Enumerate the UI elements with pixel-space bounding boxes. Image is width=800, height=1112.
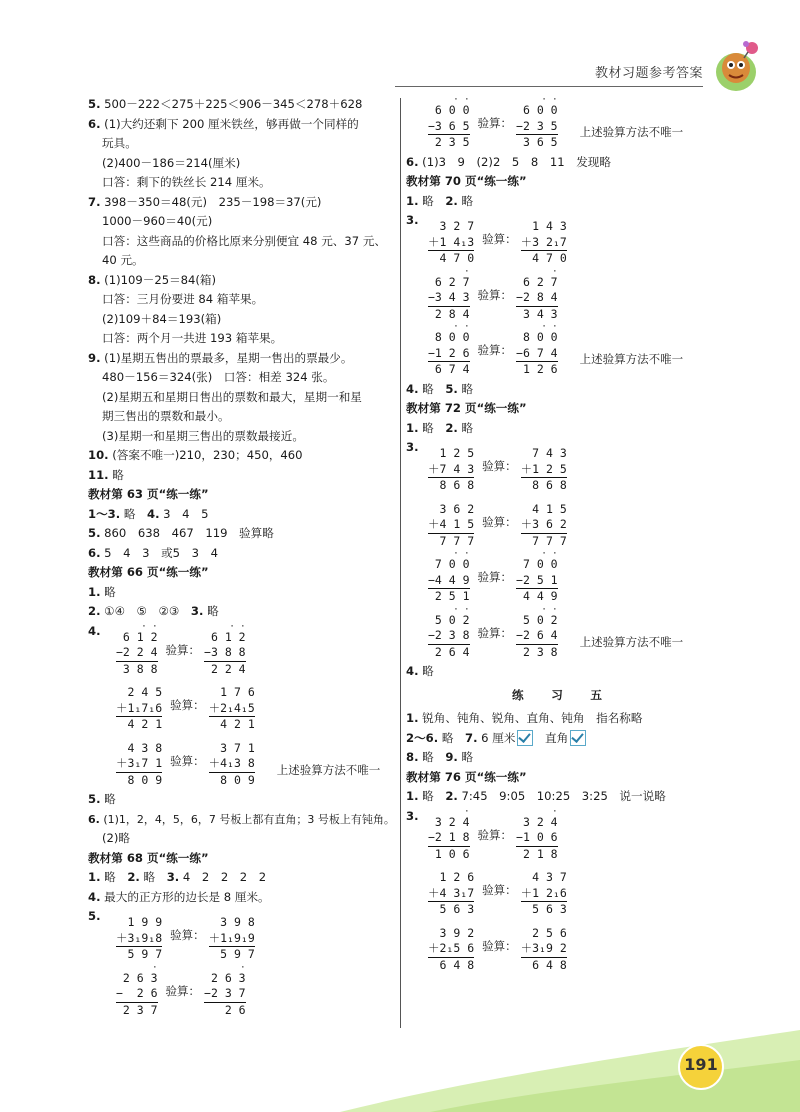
operand-bottom: ＋3₁9₁8 — [116, 930, 163, 945]
answer-line: 4. 最大的正方形的边长是 8 厘米。 — [88, 889, 270, 904]
verify-label: 验算： — [482, 459, 517, 473]
operand-top: 3 2 4 — [522, 814, 558, 829]
operand-top: 3 9 2 — [439, 925, 475, 940]
borrow-dots: · — [464, 806, 470, 817]
operand-top: 2 5 6 — [532, 925, 567, 940]
result: 8 6 8 — [428, 477, 474, 494]
operand-top: 1 2 5 — [439, 446, 475, 460]
operand-bottom: ＋3 2₁7 — [520, 234, 567, 249]
operand-top: 1 4 3 — [532, 219, 567, 233]
result: 5 6 3 — [521, 901, 567, 918]
borrow-dots: · · — [541, 604, 558, 615]
section-title-p63: 教材第 63 页“练一练” — [88, 487, 209, 501]
verify-label: 验算： — [482, 883, 517, 897]
answer-line: 11. 略 — [88, 467, 124, 482]
operand-top: 4 3 8 — [127, 740, 163, 755]
answer-line: 口答：这些商品的价格比原来分别便宜 48 元、37 元、 — [102, 233, 387, 248]
result: 5 9 7 — [209, 946, 255, 963]
answer-line: 期三售出的票数和最小。 — [102, 409, 230, 423]
answer-line: 1～3. 略 4. 3 4 5 — [88, 506, 209, 521]
section-title-p70: 教材第 70 页“练一练” — [406, 174, 527, 188]
answer-line: 8. (1)109－25＝84(箱) — [88, 272, 217, 287]
operand-bottom: −1 2 6 — [428, 345, 470, 360]
operand-bottom: − 2 6 — [116, 986, 158, 1000]
operand-bottom: −1 0 6 — [516, 830, 558, 844]
operand-top: 1 2 6 — [439, 870, 475, 884]
answer-line: 4. 略 — [406, 664, 434, 678]
answer-line: 480－156＝324(张) 口答：相差 324 张。 — [102, 370, 335, 384]
verify-label: 验算： — [170, 698, 205, 712]
result: 1 0 6 — [428, 846, 470, 863]
borrow-dots: · · — [541, 322, 558, 332]
operand-top: 8 0 0 — [434, 330, 470, 344]
operand-top: 6 1 2 — [122, 629, 158, 644]
operand-bottom: −2 2 4 — [116, 645, 158, 659]
operand-bottom: −2 3 7 — [204, 986, 246, 1000]
verify-label: 验算： — [477, 116, 513, 130]
borrow-dots: · — [552, 806, 558, 817]
borrow-dots: · · — [141, 621, 158, 632]
answer-line: 7. 398－350＝48(元) 235－198＝37(元) — [88, 194, 322, 209]
borrow-dots: · · — [453, 95, 470, 105]
operand-bottom: −4 4 9 — [428, 572, 470, 587]
operand-top: 6 2 7 — [434, 274, 470, 289]
verify-label: 验算： — [477, 287, 513, 302]
answer-line: 1. 略 2. 略 3. 4 2 2 2 2 — [88, 870, 267, 884]
answer-line: 5. 略 — [88, 792, 116, 806]
calc-group-p76: 3. · 3 2 4 −2 1 8 1 0 6 验算： · 3 2 4 −1 0 6 2 1 8 1 2 6 ＋4 3₁7 5 6 3 验算： 4 3 7 ＋1 2₁6 5 6 3 3 9 2 ＋2₁5 6 6 4 8 验算： 2 5 6 ＋3₁9 2 6 4 8 — [406, 807, 716, 976]
answer-line: 6. (1)大约还剩下 200 厘米铁丝，够再做一个同样的 — [88, 116, 359, 131]
operand-top: 3 2 7 — [439, 219, 475, 233]
operand-top: 6 0 0 — [434, 103, 470, 117]
operand-bottom: ＋4₁3 8 — [208, 756, 255, 770]
answer-line: 口答：三月份要进 84 箱苹果。 — [102, 292, 264, 306]
operand-top: 6 0 0 — [522, 103, 558, 117]
operand-top: 2 6 3 — [210, 970, 246, 985]
borrow-dots: · · — [453, 549, 470, 559]
calc-group-p72: 3. 1 2 5 ＋7 4 3 8 6 8 验算： 7 4 3 ＋1 2 5 8 6 8 3 6 2 ＋4 1 5 7 7 7 验算： 4 1 5 ＋3 6 2 7 7 7 · · 7 0 0 −4 4 9 2 5 1 验算： · · 7 0 0 −2 5 1 4 4 9 · · 5 0 2 −2 3 8 2 6 4 验算： · · 5 0 2 −2 6 4 2 3 8 上述验算方法不唯一 — [406, 438, 716, 662]
verify-label: 验算： — [170, 753, 205, 768]
answer-line: 8. 略 9. 略 — [406, 750, 474, 764]
section-title-p76: 教材第 76 页“练一练” — [406, 769, 527, 784]
answer-line: 玩具。 — [102, 136, 137, 150]
operand-top: 6 2 7 — [522, 274, 558, 289]
borrow-dots: · · — [229, 621, 246, 632]
answer-line: 6. (1)3 9 (2)2 5 8 11 发现略 — [406, 154, 611, 169]
operand-bottom: ＋4 1 5 — [428, 517, 475, 531]
operand-top: 7 0 0 — [522, 557, 558, 571]
answer-line: 1. 锐角、钝角、锐角、直角、钝角 指名称略 — [406, 711, 643, 725]
borrow-dots: · — [240, 962, 246, 973]
operand-top: 4 1 5 — [532, 501, 567, 516]
answer-line: 1. 略 2. 7:45 9:05 10:25 3:25 说一说略 — [406, 789, 666, 803]
result: 2 8 4 — [428, 306, 470, 323]
result: 1 2 6 — [516, 361, 558, 378]
verify-label: 验算： — [170, 928, 205, 942]
result: 2 3 5 — [428, 134, 470, 151]
result: 8 0 9 — [116, 772, 162, 789]
borrow-dots: · · — [453, 322, 470, 332]
answer-line: 5. 860 638 467 119 验算略 — [88, 526, 274, 540]
operand-top: 7 4 3 — [532, 446, 567, 460]
answer-line: 10. (答案不唯一)210，230；450，460 — [88, 448, 303, 462]
operand-bottom: −6 7 4 — [516, 345, 558, 360]
verify-label: 验算： — [477, 570, 513, 584]
operand-bottom: −2 5 1 — [516, 572, 558, 587]
operand-bottom: ＋1 2 5 — [520, 461, 567, 476]
operand-bottom: ＋3₁9 2 — [520, 941, 567, 955]
operand-bottom: ＋2₁4₁5 — [208, 700, 255, 715]
result: 2 6 4 — [428, 644, 470, 661]
verify-label: 验算： — [165, 642, 201, 657]
not-unique-note: 上述验算方法不唯一 — [276, 762, 381, 777]
result: 2 1 8 — [516, 846, 558, 863]
answer-line: (2)星期五和星期日售出的票数和最大，星期一和星 — [102, 389, 362, 404]
answer-line: (2)109＋84＝193(箱) — [102, 311, 222, 326]
result: 5 9 7 — [116, 946, 162, 963]
operand-bottom: −2 3 5 — [516, 118, 558, 133]
answer-line: 2. ①④ ⑤ ②③ 3. 略 — [88, 604, 219, 618]
operand-bottom: ＋1 4₁3 — [428, 234, 475, 249]
operand-top: 5 0 2 — [434, 612, 470, 627]
operand-bottom: −3 8 8 — [204, 645, 246, 659]
operand-top: 2 6 3 — [122, 970, 158, 985]
operand-top: 3 6 2 — [439, 501, 475, 516]
verify-label: 验算： — [482, 514, 517, 529]
section-title-p68: 教材第 68 页“练一练” — [88, 850, 209, 865]
operand-top: 3 2 4 — [434, 814, 470, 829]
operand-bottom: ＋2₁5 6 — [428, 941, 475, 955]
calc-group-p68: 5. 1 9 9 ＋3₁9₁8 5 9 7 验算： 3 9 8 ＋1₁9₁9 5 9 7 · 2 6 3 − 2 6 2 3 7 验算： · 2 6 3 −2 3 7 2 6 — [88, 907, 418, 1020]
header-title: 教材习题参考答案 — [595, 66, 704, 81]
operand-bottom: −3 6 5 — [428, 118, 470, 133]
operand-top: 3 7 1 — [220, 740, 255, 755]
answer-line: 1. 略 2. 略 — [406, 193, 474, 208]
result: 4 2 1 — [116, 716, 162, 733]
answer-line: (2)略 — [102, 831, 131, 845]
borrow-dots: · — [552, 266, 558, 277]
operand-bottom: ＋1₁9₁9 — [208, 930, 255, 945]
answer-line: 1. 略 — [88, 584, 116, 599]
answer-line: 1000－960＝40(元) — [102, 214, 213, 228]
result: 6 4 8 — [428, 957, 474, 974]
operand-top: 8 0 0 — [522, 330, 558, 344]
verify-label: 验算： — [482, 232, 517, 246]
result: 2 3 7 — [116, 1002, 158, 1019]
operand-top: 6 1 2 — [210, 629, 246, 644]
result: 4 2 1 — [209, 716, 255, 733]
answer-line: 9. (1)星期五售出的票最多，星期一售出的票最少。 — [88, 350, 353, 365]
result: 3 6 5 — [516, 134, 558, 151]
not-unique-note: 上述验算方法不唯一 — [579, 352, 684, 366]
result: 2 5 1 — [428, 588, 470, 605]
answer-line: 6. 5 4 3 或5 3 4 — [88, 545, 218, 560]
operand-bottom: −2 6 4 — [516, 628, 558, 642]
verify-label: 验算： — [165, 983, 201, 998]
result: 3 8 8 — [116, 661, 158, 678]
answer-line: (2)400－186＝214(厘米) — [102, 155, 241, 170]
exercise-5-heading: 练 习 五 — [512, 687, 610, 702]
section-title-p72: 教材第 72 页“练一练” — [406, 401, 527, 415]
answer-line: (3)星期一和星期三售出的票数最接近。 — [102, 428, 304, 443]
borrow-dots: · · — [453, 604, 470, 615]
borrow-dots: · · — [541, 549, 558, 559]
answer-line: 5. 500－222＜275＋225＜906－345＜278＋628 — [88, 97, 363, 111]
result: 4 4 9 — [516, 588, 558, 605]
result: 5 6 3 — [428, 901, 474, 918]
result: 2 2 4 — [204, 661, 246, 678]
answer-line: 口答：两个月一共进 193 箱苹果。 — [102, 331, 283, 345]
result: 6 4 8 — [521, 957, 567, 974]
operand-top: 5 0 2 — [522, 612, 558, 627]
operand-bottom: −3 4 3 — [428, 290, 470, 304]
result: 3 4 3 — [516, 306, 558, 323]
operand-bottom: ＋7 4 3 — [428, 461, 475, 476]
operand-top: 2 4 5 — [127, 685, 163, 699]
result: 8 0 9 — [209, 772, 255, 789]
answer-line: 40 元。 — [102, 253, 144, 267]
operand-bottom: −2 1 8 — [428, 830, 470, 844]
operand-bottom: ＋3₁7 1 — [116, 756, 163, 770]
result: 8 6 8 — [521, 477, 567, 494]
answer-line: 口答：剩下的铁丝长 214 厘米。 — [102, 175, 271, 189]
calc-group-p70: 3. 3 2 7 ＋1 4₁3 4 7 0 验算： 1 4 3 ＋3 2₁7 4 7 0 · 6 2 7 −3 4 3 2 8 4 验算： · 6 2 7 −2 8 4 3 4 3 · · 8 0 0 −1 2 6 6 7 4 验算： · · 8 0 0 −6 7 4 1 2 6 上述验算方法不唯一 — [406, 211, 716, 380]
not-unique-note: 上述验算方法不唯一 — [579, 125, 684, 139]
borrow-dots: · · — [541, 95, 558, 105]
borrow-dots: · — [152, 962, 158, 973]
verify-label: 验算： — [477, 625, 513, 640]
result: 7 7 7 — [521, 533, 567, 550]
operand-bottom: ＋1₁7₁6 — [116, 700, 163, 715]
operand-bottom: ＋4 3₁7 — [428, 885, 475, 900]
result: 4 7 0 — [521, 250, 567, 267]
answer-line: 4. 略 5. 略 — [406, 381, 474, 396]
operand-bottom: ＋1 2₁6 — [520, 885, 567, 900]
page-number: 191 — [684, 1055, 718, 1074]
calc-group-p66: 4. · · 6 1 2 −2 2 4 3 8 8 验算： · · 6 1 2 −3 8 8 2 2 4 2 4 5 ＋1₁7₁6 4 2 1 验算： 1 7 6 ＋2₁4₁5 4 2 1 4 3 8 ＋3₁7 1 8 0 9 验算： 3 7 1 ＋4₁3 8 8 0 9 上述验算方法不唯一 — [88, 622, 418, 791]
operand-bottom: −2 8 4 — [516, 290, 558, 304]
borrow-dots: · — [464, 266, 470, 277]
operand-top: 4 3 7 — [532, 870, 567, 884]
verify-label: 验算： — [482, 938, 517, 953]
answer-line: 6. (1)1，2，4，5，6，7 号板上都有直角；3 号板上有钝角。 — [88, 812, 395, 826]
section-title-p66: 教材第 66 页“练一练” — [88, 565, 209, 579]
operand-top: 7 0 0 — [434, 557, 470, 571]
operand-top: 3 9 8 — [220, 915, 255, 929]
answer-line: 2～6. 略 7. 6 厘米 直角 — [406, 729, 716, 749]
not-unique-note: 上述验算方法不唯一 — [579, 634, 684, 649]
result: 7 7 7 — [428, 533, 474, 550]
operand-top: 1 9 9 — [127, 915, 163, 929]
operand-bottom: −2 3 8 — [428, 628, 470, 642]
result: 2 6 — [204, 1002, 246, 1019]
answer-line: 1. 略 2. 略 — [406, 420, 474, 435]
result: 4 7 0 — [428, 250, 474, 267]
operand-top: 1 7 6 — [220, 685, 255, 699]
result: 6 7 4 — [428, 361, 470, 378]
page-number-badge — [678, 1044, 724, 1090]
result: 2 3 8 — [516, 644, 558, 661]
operand-bottom: ＋3 6 2 — [520, 517, 567, 531]
verify-label: 验算： — [477, 343, 513, 357]
verify-label: 验算： — [477, 827, 513, 842]
